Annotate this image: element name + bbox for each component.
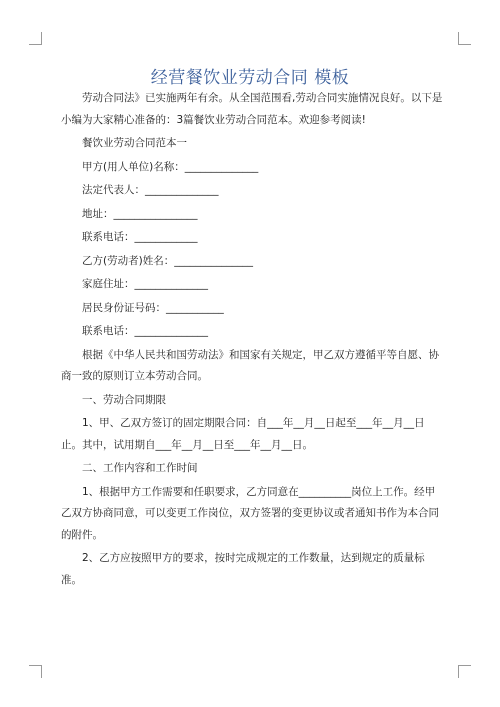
form-line: 地址：________________ [82, 207, 198, 220]
form-line: 乙方(劳动者)姓名：_______________ [82, 254, 253, 267]
section-heading: 一、劳动合同期限 [82, 393, 166, 406]
form-line: 联系电话：____________ [82, 231, 198, 243]
body-paragraph: 1、根据甲方工作需要和任职要求，乙方同意在__________岗位上工作。经甲乙双方协商同意，可以变更工作岗位，双方签署的变更协议或者通知书作为本合同的附件。 [61, 485, 439, 541]
body-paragraph: 根据《中华人民共和国劳动法》和国家有关规定，甲乙双方遵循平等自愿、协商一致的原则订立本劳动合同。 [61, 348, 439, 382]
form-line: 甲方(用人单位)名称：______________ [82, 160, 259, 173]
page-corner-mark-bottom-left [29, 665, 42, 678]
section-heading: 二、工作内容和工作时间 [82, 462, 198, 474]
form-line: 法定代表人：______________ [82, 184, 219, 196]
body-paragraph: 1、甲、乙双方签订的固定期限合同：自___年__月__日起至___年__月__日止。其中，试用期自___年__月__日至___年__月__日。 [61, 417, 425, 451]
page-corner-mark-bottom-right [458, 665, 471, 678]
form-line: 居民身份证号码：___________ [82, 301, 224, 314]
document-body [61, 88, 444, 593]
page-corner-mark-top-left [29, 32, 42, 45]
form-line: 联系电话：______________ [82, 325, 208, 337]
form-line: 家庭住址：______________ [82, 278, 208, 290]
body-paragraph: 2、乙方应按照甲方的要求，按时完成规定的工作数量，达到规定的质量标准。 [61, 552, 425, 586]
document-title: 经营餐饮业劳动合同 模板 [150, 68, 350, 88]
section-heading: 餐饮业劳动合同范本一 [82, 137, 187, 149]
intro-paragraph: 劳动合同法》已实施两年有余。从全国范围看,劳动合同实施情况良好。以下是小编为大家精心准备的：3篇餐饮业劳动合同范本。欢迎参考阅读! [61, 92, 443, 126]
page-corner-mark-top-right [458, 32, 471, 45]
